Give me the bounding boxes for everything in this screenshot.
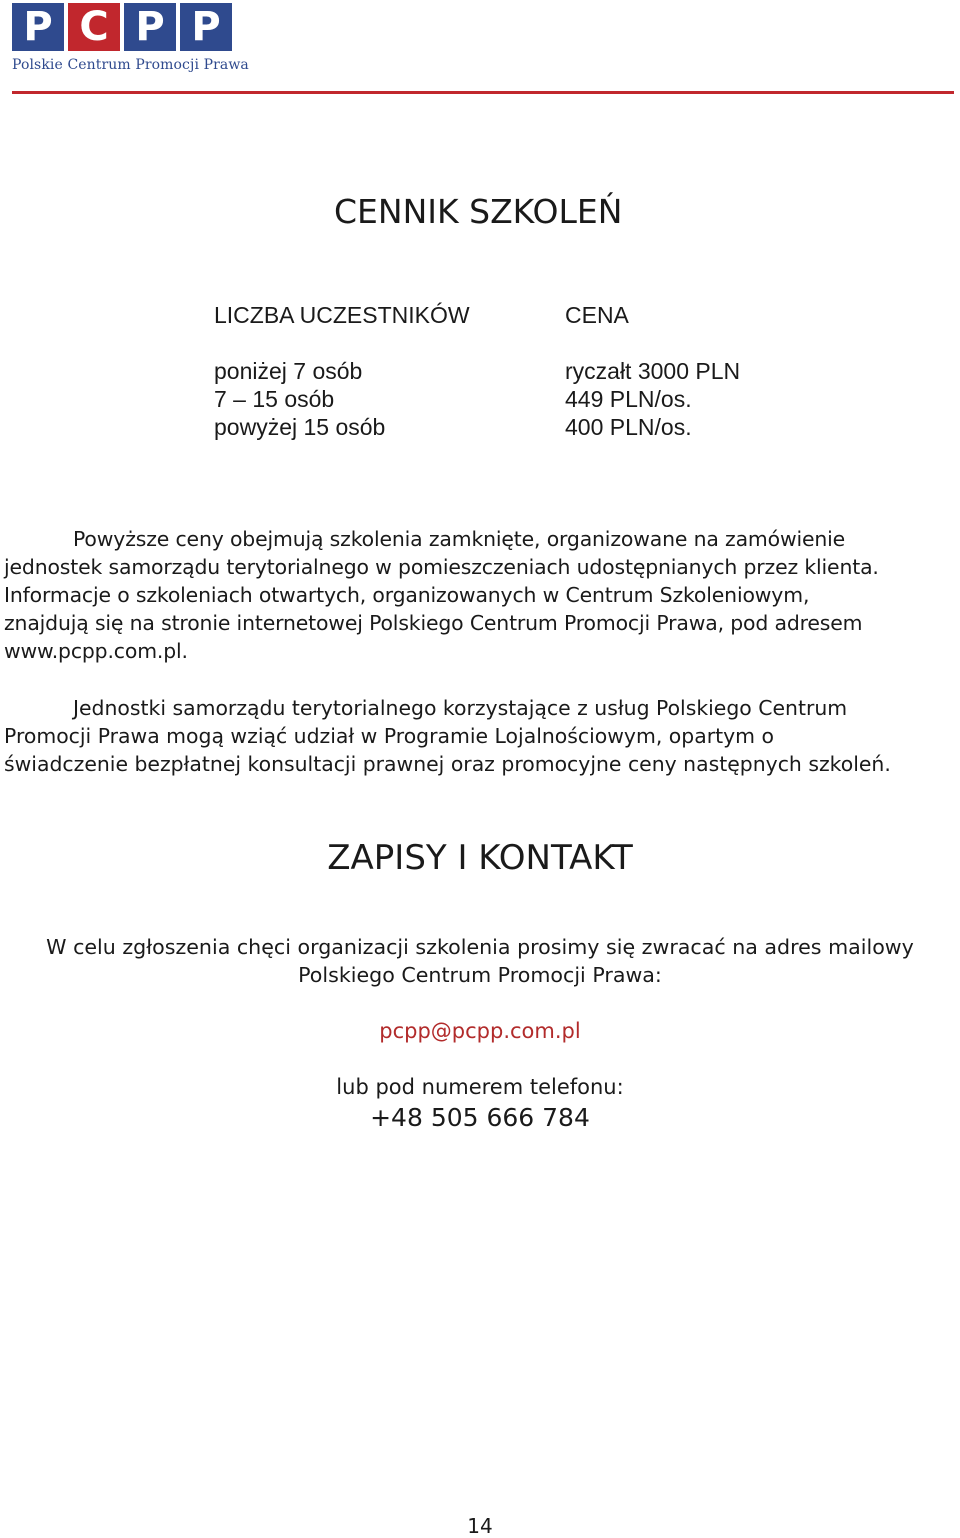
loyalty-paragraph	[4, 694, 952, 778]
paragraph-line: Powyższe ceny obejmują szkolenia zamknięte, organizowane na zamówienie	[73, 527, 846, 551]
participants-column-header: LICZBA UCZESTNIKÓW	[214, 302, 470, 328]
logo-letter-c: C	[68, 3, 120, 51]
phone-number[interactable]: +48 505 666 784	[370, 1103, 590, 1132]
paragraph-line: Informacje o szkoleniach otwartych, organizowanych w Centrum Szkoleniowym,	[4, 583, 810, 607]
header-divider	[12, 91, 954, 94]
paragraph-line: znajdują się na stronie internetowej Polskiego Centrum Promocji Prawa, pod adresem	[4, 611, 863, 635]
logo-subtitle: Polskie Centrum Promocji Prawa	[12, 57, 249, 73]
contact-email-link[interactable]: pcpp@pcpp.com.pl	[379, 1019, 581, 1043]
paragraph-line: Jednostki samorządu terytorialnego korzystające z usług Polskiego Centrum	[73, 696, 848, 720]
price-column-header: CENA	[565, 302, 629, 328]
logo-letter-p3: P	[180, 3, 232, 51]
price-cell: 400 PLN/os.	[565, 414, 692, 440]
contact-intro-line: Polskiego Centrum Promocji Prawa:	[298, 963, 662, 987]
pcpp-logo	[12, 3, 232, 51]
paragraph-line: jednostek samorządu terytorialnego w pomieszczeniach udostępnianych przez klienta.	[4, 555, 879, 579]
participants-cell: poniżej 7 osób	[214, 358, 363, 384]
page-number: 14	[467, 1514, 493, 1538]
info-paragraph	[4, 525, 952, 665]
contact-intro	[0, 933, 960, 989]
participants-cell: 7 – 15 osób	[214, 386, 335, 412]
price-cell: 449 PLN/os.	[565, 386, 692, 412]
pricing-title: CENNIK SZKOLEŃ	[334, 192, 623, 231]
phone-label: lub pod numerem telefonu:	[336, 1075, 624, 1099]
paragraph-line: Promocji Prawa mogą wziąć udział w Programie Lojalnościowym, opartym o	[4, 724, 774, 748]
contact-title: ZAPISY I KONTAKT	[327, 838, 633, 878]
contact-intro-line: W celu zgłoszenia chęci organizacji szkolenia prosimy się zwracać na adres mailowy	[46, 935, 914, 959]
paragraph-line: świadczenie bezpłatnej konsultacji prawnej oraz promocyjne ceny następnych szkoleń.	[4, 752, 891, 776]
price-cell: ryczałt 3000 PLN	[565, 358, 741, 384]
logo-letter-p2: P	[124, 3, 176, 51]
logo-letter-p1: P	[12, 3, 64, 51]
website-link-text: www.pcpp.com.pl.	[4, 639, 188, 663]
participants-cell: powyżej 15 osób	[214, 414, 386, 440]
